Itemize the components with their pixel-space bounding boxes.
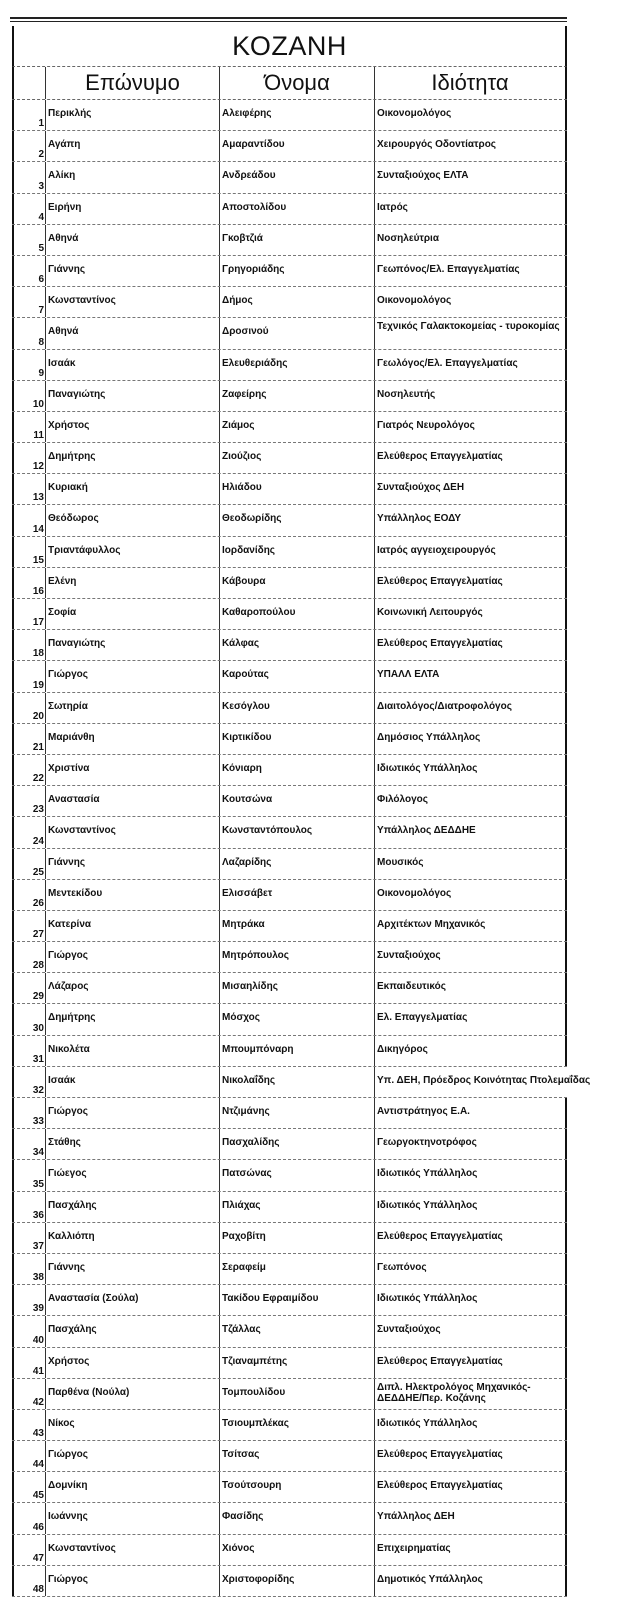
name-cell: Ντζιμάνης [220, 1098, 375, 1128]
name-cell: Καθαροπούλου [220, 599, 375, 629]
top-rule [10, 17, 567, 19]
table-row [12, 786, 567, 817]
row-number-label: 40 [32, 1334, 44, 1346]
row-number-label: 23 [32, 804, 44, 816]
surname-cell: Νικολέτα [46, 1036, 220, 1066]
name-cell: Κιρτικίδου [220, 724, 375, 754]
name-cell: Χριστοφορίδης [220, 1566, 375, 1596]
table-row [12, 318, 567, 349]
profession-cell: Εκπαιδευτικός [375, 973, 567, 1003]
surname-cell: Γιώργος [46, 1441, 220, 1471]
row-number [12, 1004, 46, 1034]
name-cell: Ζαφείρης [220, 381, 375, 411]
table-row [12, 131, 567, 162]
row-number-label: 2 [38, 149, 44, 161]
top-rule-thin [10, 21, 567, 22]
table-row [12, 599, 567, 630]
table-row [12, 256, 567, 287]
row-number [12, 1472, 46, 1502]
row-number-label: 4 [38, 211, 44, 223]
row-number [12, 287, 46, 317]
row-number [12, 1192, 46, 1222]
profession-cell: Χειρουργός Οδοντίατρος [375, 131, 567, 161]
table-row [12, 1036, 567, 1067]
surname-cell: Αθηνά [46, 318, 220, 348]
name-cell: Τακίδου Εφραιμίδου [220, 1285, 375, 1315]
name-cell: Τομπουλίδου [220, 1379, 375, 1409]
profession-cell: Νοσηλευτής [375, 381, 567, 411]
surname-cell: Αναστασία [46, 786, 220, 816]
row-number [12, 1535, 46, 1565]
row-number [12, 100, 46, 130]
table-row [12, 1098, 567, 1129]
row-number [12, 1160, 46, 1190]
row-number [12, 693, 46, 723]
row-number [12, 568, 46, 598]
table-row [12, 1285, 567, 1316]
profession-cell: Γεωλόγος/Ελ. Επαγγελματίας [375, 350, 567, 380]
table-row [12, 505, 567, 536]
row-number-label: 48 [32, 1584, 44, 1595]
row-number [12, 880, 46, 910]
row-number-label: 7 [38, 305, 44, 317]
name-cell: Ζιούζιος [220, 443, 375, 473]
row-number [12, 537, 46, 567]
candidate-table [12, 26, 591, 1597]
surname-cell: Παναγιώτης [46, 630, 220, 660]
row-number-label: 18 [32, 648, 44, 660]
row-number [12, 1285, 46, 1315]
table-title: ΚΟΖΑΝΗ [12, 26, 567, 67]
name-cell: Μπουμπόναρη [220, 1036, 375, 1066]
name-cell: Τσίτσας [220, 1441, 375, 1471]
table-row [12, 630, 567, 661]
surname-cell: Δημήτρης [46, 1004, 220, 1034]
surname-cell: Νίκος [46, 1410, 220, 1440]
table-row [12, 1254, 567, 1285]
surname-cell: Γιάννης [46, 256, 220, 286]
surname-cell: Πασχάλης [46, 1192, 220, 1222]
row-number-label: 42 [32, 1396, 44, 1408]
table-row [12, 1535, 567, 1566]
row-number [12, 412, 46, 442]
surname-cell: Πασχάλης [46, 1316, 220, 1346]
surname-cell: Γιώργος [46, 661, 220, 691]
name-cell: Μητρόπουλος [220, 942, 375, 972]
row-number-label: 37 [32, 1240, 44, 1252]
profession-cell: Ελ. Επαγγελματίας [375, 1004, 567, 1034]
name-cell: Γρηγοριάδης [220, 256, 375, 286]
surname-cell: Ισαάκ [46, 350, 220, 380]
profession-cell: Κοινωνική Λειτουργός [375, 599, 567, 629]
row-number-label: 29 [32, 991, 44, 1003]
profession-cell: ΥΠΑΛΛ ΕΛΤΑ [375, 661, 567, 691]
name-cell: Γκοβτζιά [220, 225, 375, 255]
table-row [12, 381, 567, 412]
name-cell: Ιορδανίδης [220, 537, 375, 567]
table-row [12, 1503, 567, 1534]
row-number [12, 318, 46, 348]
row-number [12, 225, 46, 255]
profession-cell: Ελεύθερος Επαγγελματίας [375, 1223, 567, 1253]
profession-cell: Γιατρός Νευρολόγος [375, 412, 567, 442]
table-row [12, 443, 567, 474]
table-row [12, 880, 567, 911]
row-number-label: 39 [32, 1303, 44, 1315]
table-row [12, 225, 567, 256]
row-number [12, 1067, 46, 1097]
table-row [12, 1441, 567, 1472]
surname-cell: Γιώργος [46, 942, 220, 972]
name-cell: Ηλιάδου [220, 474, 375, 504]
surname-cell: Ιωάννης [46, 1503, 220, 1533]
row-number [12, 350, 46, 380]
row-number [12, 942, 46, 972]
surname-cell: Κυριακή [46, 474, 220, 504]
row-number-label: 16 [32, 586, 44, 597]
profession-cell: Ιατρός [375, 194, 567, 224]
row-number-label: 20 [32, 710, 44, 722]
surname-cell: Θεόδωρος [46, 505, 220, 535]
row-number [12, 474, 46, 504]
profession-cell: Συνταξιούχος ΔΕΗ [375, 474, 567, 504]
table-row [12, 474, 567, 505]
profession-cell: Τεχνικός Γαλακτοκομείας - τυροκομίας [375, 318, 567, 348]
profession-cell: Επιχειρηματίας [375, 1535, 567, 1565]
profession-cell: Ιατρός αγγειοχειρουργός [375, 537, 567, 567]
surname-cell: Δομνίκη [46, 1472, 220, 1502]
row-number [12, 131, 46, 161]
profession-cell: Υπάλληλος ΕΟΔΥ [375, 505, 567, 535]
row-number [12, 817, 46, 847]
name-cell: Θεοδωρίδης [220, 505, 375, 535]
row-number [12, 1129, 46, 1159]
profession-cell: Γεωργοκτηνοτρόφος [375, 1129, 567, 1159]
surname-cell: Δημήτρης [46, 443, 220, 473]
table-row [12, 973, 567, 1004]
header-row [12, 67, 567, 100]
row-number [12, 1379, 46, 1409]
table-row [12, 661, 567, 692]
surname-cell: Παρθένα (Νούλα) [46, 1379, 220, 1409]
surname-cell: Χριστίνα [46, 755, 220, 785]
row-number-label: 21 [32, 741, 44, 753]
name-cell: Φασίδης [220, 1503, 375, 1533]
name-cell: Αποστολίδου [220, 194, 375, 224]
row-number [12, 973, 46, 1003]
name-cell: Καρούτας [220, 661, 375, 691]
name-cell: Τσιουμπλέκας [220, 1410, 375, 1440]
surname-cell: Κωνσταντίνος [46, 817, 220, 847]
surname-cell: Τριαντάφυλλος [46, 537, 220, 567]
surname-cell: Μεντεκίδου [46, 880, 220, 910]
row-number-label: 14 [32, 523, 44, 535]
table-row [12, 942, 567, 973]
profession-cell: Συνταξιούχος [375, 1316, 567, 1346]
row-number [12, 1410, 46, 1440]
profession-cell: Ιδιωτικός Υπάλληλος [375, 1410, 567, 1440]
profession-cell: Υπάλληλος ΔΕΗ [375, 1503, 567, 1533]
table-row [12, 287, 567, 318]
name-cell: Χιόνος [220, 1535, 375, 1565]
table-row [12, 911, 567, 942]
row-number [12, 1348, 46, 1378]
profession-cell: Ελεύθερος Επαγγελματίας [375, 630, 567, 660]
name-cell: Κωνσταντόπουλος [220, 817, 375, 847]
surname-cell: Στάθης [46, 1129, 220, 1159]
table-row [12, 412, 567, 443]
profession-cell: Γεωπόνος/Ελ. Επαγγελματίας [375, 256, 567, 286]
row-number [12, 505, 46, 535]
name-cell: Κάβουρα [220, 568, 375, 598]
profession-cell: Δικηγόρος [375, 1036, 567, 1066]
surname-cell: Γιάννης [46, 1254, 220, 1284]
profession-cell: Οικονομολόγος [375, 287, 567, 317]
profession-cell: Γεωπόνος [375, 1254, 567, 1284]
name-cell: Δροσινού [220, 318, 375, 348]
row-number-label: 11 [33, 430, 44, 442]
table-row [12, 755, 567, 786]
name-cell: Πασχαλίδης [220, 1129, 375, 1159]
table-body [12, 100, 591, 1597]
name-cell: Πλιάχας [220, 1192, 375, 1222]
table-row [12, 1067, 591, 1098]
row-number-label: 28 [32, 960, 44, 972]
row-number-label: 33 [32, 1116, 44, 1128]
row-number-label: 13 [32, 492, 44, 504]
profession-cell: Μουσικός [375, 849, 567, 879]
header-name: Όνομα [220, 67, 375, 99]
name-cell: Κόνιαρη [220, 755, 375, 785]
table-row [12, 1223, 567, 1254]
row-number-label: 17 [32, 617, 44, 629]
profession-cell: Συνταξιούχος ΕΛΤΑ [375, 162, 567, 192]
row-number-label: 10 [32, 398, 44, 410]
header-number [12, 67, 46, 99]
name-cell: Δήμος [220, 287, 375, 317]
row-number [12, 599, 46, 629]
surname-cell: Γιώργος [46, 1566, 220, 1596]
surname-cell: Παναγιώτης [46, 381, 220, 411]
surname-cell: Αγάπη [46, 131, 220, 161]
row-number [12, 1098, 46, 1128]
profession-cell: Αντιστράτηγος Ε.Α. [375, 1098, 567, 1128]
row-number [12, 1566, 46, 1596]
name-cell: Ανδρεάδου [220, 162, 375, 192]
profession-cell: Νοσηλεύτρια [375, 225, 567, 255]
row-number [12, 162, 46, 192]
profession-cell: Ελεύθερος Επαγγελματίας [375, 1441, 567, 1471]
header-surname: Επώνυμο [46, 67, 220, 99]
name-cell: Ελευθεριάδης [220, 350, 375, 380]
row-number-label: 9 [38, 367, 44, 379]
row-number-label: 38 [32, 1272, 44, 1284]
row-number [12, 1441, 46, 1471]
name-cell: Τζιαναμπέτης [220, 1348, 375, 1378]
surname-cell: Ειρήνη [46, 194, 220, 224]
surname-cell: Αναστασία (Σούλα) [46, 1285, 220, 1315]
row-number-label: 41 [32, 1365, 44, 1377]
name-cell: Ζιάμος [220, 412, 375, 442]
row-number [12, 194, 46, 224]
table-row [12, 568, 567, 599]
row-number-label: 31 [32, 1053, 44, 1065]
table-row [12, 350, 567, 381]
table-row [12, 1192, 567, 1223]
surname-cell: Κωνσταντίνος [46, 1535, 220, 1565]
row-number-label: 22 [32, 773, 44, 785]
row-number-label: 8 [38, 336, 44, 348]
surname-cell: Αθηνά [46, 225, 220, 255]
profession-cell: Συνταξιούχος [375, 942, 567, 972]
row-number-label: 27 [32, 929, 44, 941]
profession-cell: Ιδιωτικός Υπάλληλος [375, 755, 567, 785]
profession-cell: Οικονομολόγος [375, 100, 567, 130]
row-number-label: 30 [32, 1022, 44, 1034]
profession-cell: Δημοτικός Υπάλληλος [375, 1566, 567, 1596]
header-profession: Ιδιότητα [375, 67, 567, 99]
row-number [12, 381, 46, 411]
name-cell: Μισαηλίδης [220, 973, 375, 1003]
row-number-label: 36 [32, 1209, 44, 1221]
table-row [12, 194, 567, 225]
surname-cell: Κατερίνα [46, 911, 220, 941]
table-row [12, 1410, 567, 1441]
row-number [12, 1316, 46, 1346]
name-cell: Μητράκα [220, 911, 375, 941]
surname-cell: Κωνσταντίνος [46, 287, 220, 317]
surname-cell: Χρήστος [46, 412, 220, 442]
table-row [12, 1472, 567, 1503]
row-number-label: 26 [32, 897, 44, 909]
name-cell: Σεραφείμ [220, 1254, 375, 1284]
surname-cell: Περικλής [46, 100, 220, 130]
surname-cell: Καλλιόπη [46, 1223, 220, 1253]
row-number [12, 755, 46, 785]
row-number [12, 630, 46, 660]
row-number-label: 45 [32, 1490, 44, 1502]
row-number [12, 443, 46, 473]
table-row [12, 1348, 567, 1379]
row-number [12, 1036, 46, 1066]
row-number [12, 724, 46, 754]
surname-cell: Λάζαρος [46, 973, 220, 1003]
surname-cell: Γιάννης [46, 849, 220, 879]
surname-cell: Ισαάκ [46, 1067, 220, 1097]
profession-cell: Ιδιωτικός Υπάλληλος [375, 1192, 567, 1222]
table-row [12, 1379, 567, 1410]
row-number-label: 12 [32, 461, 44, 473]
table-row [12, 817, 567, 848]
name-cell: Κουτσώνα [220, 786, 375, 816]
name-cell: Τζάλλας [220, 1316, 375, 1346]
row-number-label: 3 [38, 180, 44, 192]
profession-cell: Ελεύθερος Επαγγελματίας [375, 443, 567, 473]
row-number-label: 25 [32, 866, 44, 878]
name-cell: Αλειφέρης [220, 100, 375, 130]
row-number-label: 19 [32, 679, 44, 691]
table-row [12, 1160, 567, 1191]
name-cell: Ραχοβίτη [220, 1223, 375, 1253]
table-row [12, 162, 567, 193]
profession-cell: Διπλ. Ηλεκτρολόγος Μηχανικός-ΔΕΔΔΗΕ/Περ. Κοζάνης [375, 1379, 567, 1409]
profession-cell: Φιλόλογος [375, 786, 567, 816]
profession-cell: Οικονομολόγος [375, 880, 567, 910]
surname-cell: Ελένη [46, 568, 220, 598]
row-number-label: 6 [38, 274, 44, 286]
table-row [12, 537, 567, 568]
name-cell: Λαζαρίδης [220, 849, 375, 879]
name-cell: Κεσόγλου [220, 693, 375, 723]
name-cell: Μόσχος [220, 1004, 375, 1034]
table-row [12, 1316, 567, 1347]
profession-cell: Υπ. ΔΕΗ, Πρόεδρος Κοινότητας Πτολεμαΐδας [377, 1074, 591, 1086]
row-number [12, 661, 46, 691]
row-number-label: 1 [38, 118, 44, 130]
surname-cell: Αλίκη [46, 162, 220, 192]
surname-cell: Χρήστος [46, 1348, 220, 1378]
profession-cell: Ιδιωτικός Υπάλληλος [375, 1285, 567, 1315]
row-number [12, 1223, 46, 1253]
name-cell: Νικολαΐδης [220, 1067, 375, 1097]
surname-cell: Σοφία [46, 599, 220, 629]
surname-cell: Μαριάνθη [46, 724, 220, 754]
row-number-label: 46 [32, 1521, 44, 1533]
row-number-label: 43 [32, 1428, 44, 1440]
profession-cell: Ελεύθερος Επαγγελματίας [375, 1472, 567, 1502]
profession-cell: Ελεύθερος Επαγγελματίας [375, 568, 567, 598]
profession-cell: Δημόσιος Υπάλληλος [375, 724, 567, 754]
row-number [12, 911, 46, 941]
profession-cell: Αρχιτέκτων Μηχανικός [375, 911, 567, 941]
row-number-label: 5 [38, 242, 44, 254]
table-row [12, 693, 567, 724]
table-row [12, 1004, 567, 1035]
table-row [12, 724, 567, 755]
table-row [12, 100, 567, 131]
name-cell: Πατσώνας [220, 1160, 375, 1190]
row-number [12, 256, 46, 286]
surname-cell: Σωτηρία [46, 693, 220, 723]
table-row [12, 1129, 567, 1160]
row-number-label: 47 [32, 1552, 44, 1564]
row-number [12, 786, 46, 816]
row-number-label: 34 [32, 1147, 44, 1159]
profession-cell: Διαιτολόγος/Διατροφολόγος [375, 693, 567, 723]
name-cell: Τσούτσουρη [220, 1472, 375, 1502]
table-row [12, 1566, 567, 1597]
row-number-label: 24 [32, 835, 44, 847]
row-number [12, 849, 46, 879]
profession-cell: Ελεύθερος Επαγγελματίας [375, 1348, 567, 1378]
name-cell: Κάλφας [220, 630, 375, 660]
row-number [12, 1503, 46, 1533]
profession-cell: Ιδιωτικός Υπάλληλος [375, 1160, 567, 1190]
surname-cell: Γιώεγος [46, 1160, 220, 1190]
row-number-label: 32 [32, 1085, 44, 1096]
profession-cell: Υπάλληλος ΔΕΔΔΗΕ [375, 817, 567, 847]
table-row [12, 849, 567, 880]
row-number-label: 44 [32, 1459, 44, 1471]
name-cell: Ελισσάβετ [220, 880, 375, 910]
surname-cell: Γιώργος [46, 1098, 220, 1128]
name-cell: Αμαραντίδου [220, 131, 375, 161]
row-number [12, 1254, 46, 1284]
row-number-label: 15 [32, 554, 44, 566]
row-number-label: 35 [32, 1178, 44, 1190]
